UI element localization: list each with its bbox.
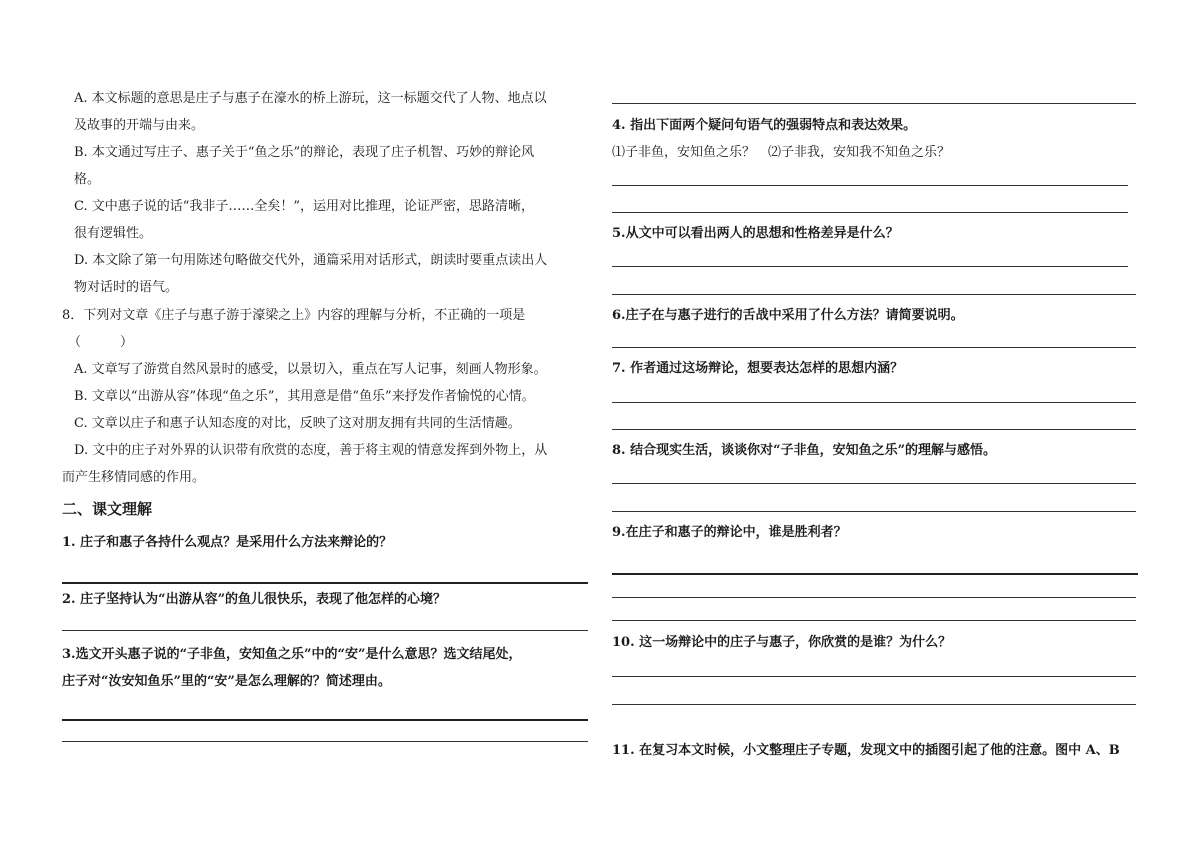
q7-option-d-line2: 物对话时的语气。 [74,280,179,295]
question-9: 9.在庄子和惠子的辩论中，谁是胜利者？ [612,525,847,540]
question-8: 8. 结合现实生活，谈谈你对“子非鱼，安知鱼之乐”的理解与感悟。 [612,443,997,458]
answer-line-q5-1[interactable] [612,266,1128,267]
answer-line-q9-2[interactable] [612,597,1136,598]
answer-line-q2[interactable] [62,630,588,631]
question-5: 5.从文中可以看出两人的思想和性格差异是什么？ [612,226,899,241]
answer-line-q10-1[interactable] [612,676,1136,677]
question-4-subitems: ⑴子非鱼，安知鱼之乐？ ⑵子非我，安知我不知鱼之乐？ [612,145,951,160]
answer-line-q3-1[interactable] [62,719,588,721]
q7-option-b-line2: 格。 [74,172,101,187]
q8-option-d-line2: 而产生移情同感的作用。 [62,470,206,485]
question-1: 1. 庄子和惠子各持什么观点？是采用什么方法来辩论的？ [62,535,393,550]
answer-line-q10-2[interactable] [612,704,1136,705]
q8-option-d-line1: D. 文中的庄子对外界的认识带有欣赏的态度，善于将主观的情意发挥到外物上，从 [74,443,548,458]
q7-option-c-line2: 很有逻辑性。 [74,226,153,241]
q7-option-a-line2: 及故事的开端与由来。 [74,118,205,133]
question-6: 6.庄子在与惠子进行的舌战中采用了什么方法？请简要说明。 [612,308,964,323]
question-3-line2: 庄子对“汝安知鱼乐”里的“安”是怎么理解的？简述理由。 [62,674,391,689]
question-10: 10. 这一场辩论中的庄子与惠子，你欣赏的是谁？为什么？ [612,635,952,650]
q7-option-a-line1: A. 本文标题的意思是庄子与惠子在濠水的桥上游玩，这一标题交代了人物、地点以 [74,91,547,106]
section-title: 二、课文理解 [62,500,153,518]
answer-line-q7-2[interactable] [612,429,1136,430]
q8-option-b: B. 文章以“出游从容”体现“鱼之乐”，其用意是借“鱼乐”来抒发作者愉悦的心情。 [74,389,535,404]
question-3-line1: 3.选文开头惠子说的“子非鱼，安知鱼之乐”中的“安”是什么意思？选文结尾处， [62,647,522,662]
answer-line-q4-1[interactable] [612,185,1128,186]
answer-line-q1[interactable] [62,582,588,584]
q8-option-c: C. 文章以庄子和惠子认知态度的对比，反映了这对朋友拥有共同的生活情趣。 [74,416,521,431]
q7-option-c-line1: C. 文中惠子说的话“我非子……全矣！”，运用对比推理，论证严密，思路清晰， [74,199,535,214]
answer-line-q9-1[interactable] [612,573,1138,575]
answer-line-q8-2[interactable] [612,511,1136,512]
answer-line-q7-1[interactable] [612,402,1136,403]
q7-option-d-line1: D. 本文除了第一句用陈述句略做交代外，通篇采用对话形式，朗读时要重点读出人 [74,253,548,268]
answer-line-q9-3[interactable] [612,620,1136,621]
question-7: 7. 作者通过这场辩论，想要表达怎样的思想内涵？ [612,361,904,376]
question-4: 4. 指出下面两个疑问句语气的强弱特点和表达效果。 [612,118,917,133]
answer-line-q3-2[interactable] [62,741,588,742]
answer-line-q4-2[interactable] [612,212,1128,213]
q8-answer-paren: （ ） [68,335,134,350]
answer-line-q6[interactable] [612,347,1136,348]
q8-option-a: A. 文章写了游赏自然风景时的感受，以景切入，重点在写人记事，刻画人物形象。 [74,362,547,377]
answer-line-q3-continued[interactable] [612,103,1136,104]
question-2: 2. 庄子坚持认为“出游从容”的鱼儿很快乐，表现了他怎样的心境？ [62,592,447,607]
q7-option-b-line1: B. 本文通过写庄子、惠子关于“鱼之乐”的辩论，表现了庄子机智、巧妙的辩论风 [74,145,535,160]
answer-line-q5-2[interactable] [612,294,1136,295]
answer-line-q8-1[interactable] [612,483,1136,484]
q8-stem: 8．下列对文章《庄子与惠子游于濠梁之上》内容的理解与分析，不正确的一项是 [62,308,526,323]
question-11: 11. 在复习本文时候，小文整理庄子专题，发现文中的插图引起了他的注意。图中 A、B [612,743,1120,758]
